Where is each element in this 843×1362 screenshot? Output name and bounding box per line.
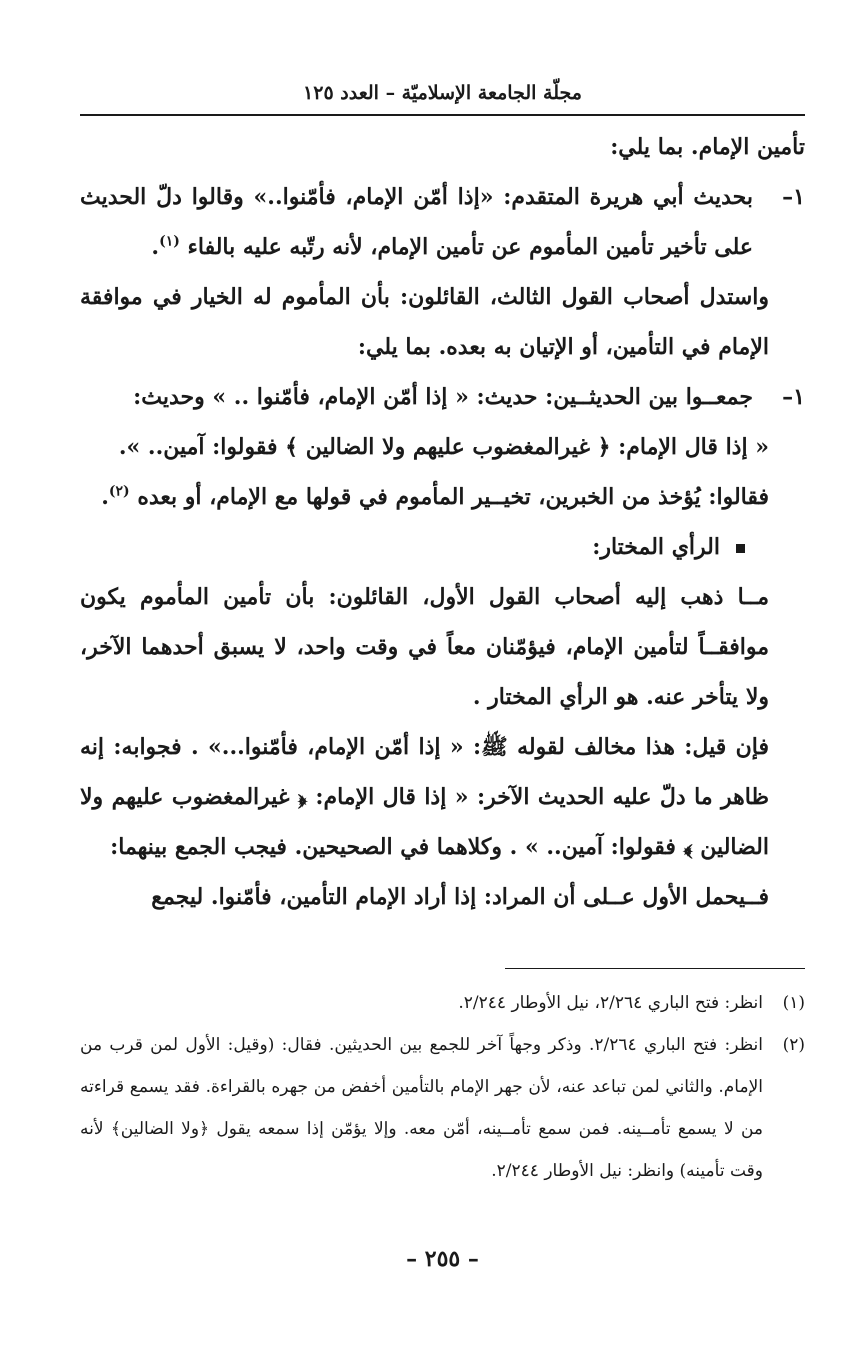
item-text: بحديث أبي هريرة المتقدم: «إذا أمّن الإمام، فأمّنوا..» وقالوا دلّ الحديث على تأخير تأمين المأموم عن تأمين الإمام، لأنه رتّبه عليه بالفاء (80, 184, 753, 260)
chosen-opinion-heading (80, 522, 805, 572)
footnote-1 (80, 982, 805, 1024)
item-end: . (151, 234, 160, 260)
footnote-ref-2[interactable]: (٢) (108, 483, 130, 500)
evidence-item-1 (80, 172, 805, 272)
intro-line: تأمين الإمام. بما يلي: (610, 134, 805, 160)
reconciliation-paragraph: فــيحمل الأول عــلى أن المراد: إذا أراد الإمام التأمين، فأمّنوا. ليجمع (151, 884, 769, 910)
page-number: – ٢٥٥ – (406, 1246, 479, 1272)
footnote-2 (80, 1024, 805, 1192)
item-line-2: « إذا قال الإمام: ﴿ غيرالمغضوب عليهم ولا الضالين ﴾ فقولوا: آمين.. ». (118, 434, 769, 460)
footnote-ref-1[interactable]: (١) (159, 233, 180, 250)
footnotes (80, 982, 805, 1192)
footnote-text: انظر: فتح الباري ٢/٢٦٤. وذكر وجهاً آخر للجمع بين الحديثين. فقال: (وقيل: الأول لمن قرب من الإمام. والثاني لمن تباعد عنه، لأن جهر الإمام بالتأمين أخفض من جهره بالقراءة. فقد يسمع قراءته من لا يسمع تأمــينه. فمن سمع تأمــينه، أمّن معه. وإلا يؤمّن إذا سمعه يقول ﴿ولا الضالين﴾ لأنه وقت تأمينه) وانظر: نيل الأوطار ٢/٢٤٤. (80, 1035, 763, 1181)
footnote-text: انظر: فتح الباري ٢/٢٦٤، نيل الأوطار ٢/٢٤٤. (458, 993, 763, 1013)
chosen-opinion-paragraph: مــا ذهب إليه أصحاب القول الأول، القائلون: بأن تأمين المأموم يكون موافقــاً لتأمين الإمام، فيؤمّنان معاً في وقت واحد، لا يسبق أحدهما الآخر، ولا يتأخر عنه. هو الرأي المختار . (80, 584, 769, 710)
objection-paragraph: فإن قيل: هذا مخالف لقوله ﷺ: « إذا أمّن الإمام، فأمّنوا...» . فجوابه: إنه ظاهر ما دلّ عليه الحديث الآخر: « إذا قال الإمام: ﴿ غيرالمغضوب عليهم ولا الضالين ﴾ فقولوا: آمين.. » . وكلاهما في الصحيحين. فيجب الجمع بينهما: (80, 734, 769, 860)
item-line-3-wrap (80, 472, 805, 522)
footnote-number: (٢) (782, 1035, 805, 1055)
square-bullet-icon (736, 544, 745, 553)
footnote-divider (505, 968, 805, 969)
item-line-1: جمعــوا بين الحديثــين: حديث: « إذا أمّن الإمام، فأمّنوا .. » وحديث: (133, 384, 753, 410)
evidence-item-2 (80, 372, 805, 422)
heading-text: الرأي المختار: (592, 534, 720, 560)
item-end: . (101, 484, 109, 510)
third-opinion-paragraph: واستدل أصحاب القول الثالث، القائلون: بأن المأموم له الخيار في موافقة الإمام في التأمين، أو الإتيان به بعده. بما يلي: (80, 284, 769, 360)
header-divider (80, 114, 805, 116)
item-line-3: فقالوا: يُؤخذ من الخبرين، تخيــير المأموم في قولها مع الإمام، أو بعده (137, 484, 769, 510)
main-text (80, 122, 805, 922)
journal-header: مجلّة الجامعة الإسلاميّة – العدد ١٢٥ (303, 82, 582, 104)
footnote-number: (١) (782, 993, 805, 1013)
item-number: ١– (782, 184, 805, 210)
item-number: ١– (782, 384, 805, 410)
